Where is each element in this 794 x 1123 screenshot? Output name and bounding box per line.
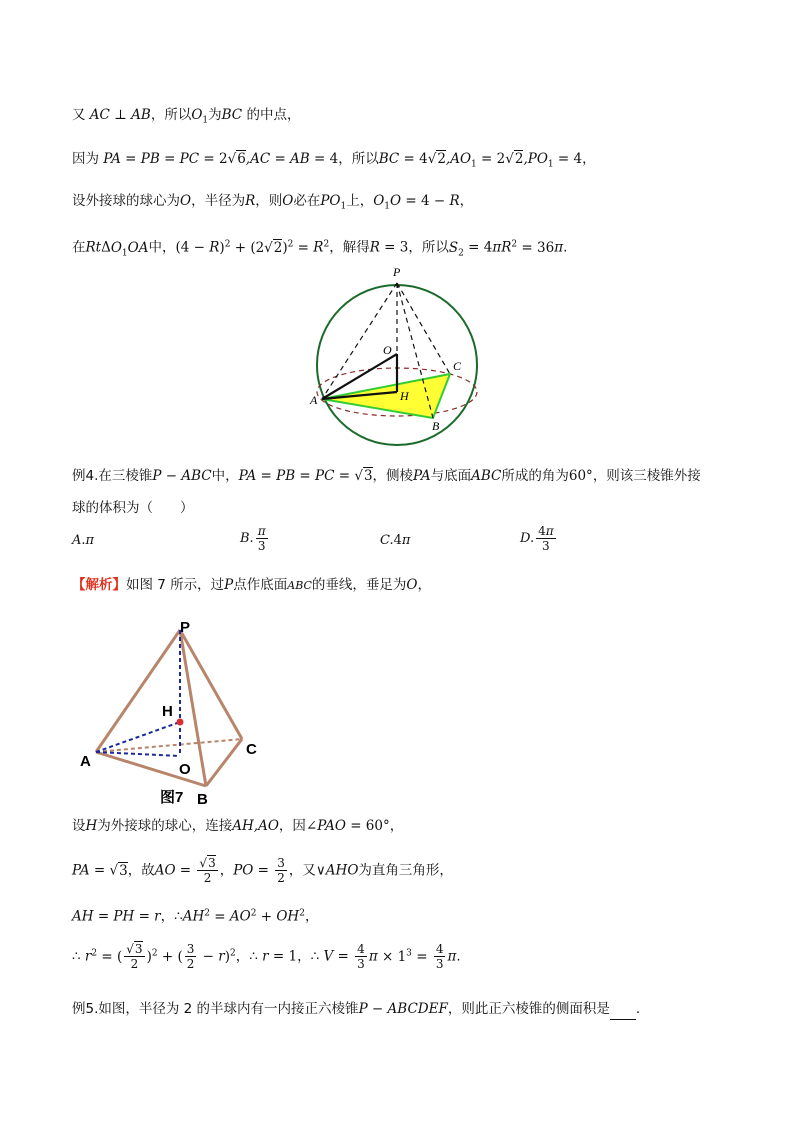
label-O: O [383,343,392,357]
label-H7: H [162,703,173,720]
solution-intro: 【解析】如图 7 所示，过P点作底面ABC的垂线，垂足为O， [72,577,431,593]
solution-step-4: ∴ $r^2$ = ( $\frac{√3}{2}$ )$^2$ + ( $\frac{3}{2}$ − r)$^2$，∴ r = 1，∴ V = $\frac{4}{3}$ $\pi \times 1^3$ = $\frac{4}{3}$ π. [72,942,461,971]
option-c[interactable]: C.4π [380,533,411,548]
label-B: B [432,419,440,433]
label-A7: A [80,753,91,770]
text-line-1: 又 AC ⊥ AB，所以$O_1$为BC 的中点， [72,107,301,126]
label-H: H [400,389,409,403]
example4-question-line2: 球的体积为（ ） [72,500,194,516]
hidden-edge-ac [96,739,242,752]
base-triangle [322,374,450,418]
example5-question: 例5.如图，半径为 2 的半球内有一内接正六棱锥P − ABCDEF，则此正六棱锥的侧面积是 . [72,998,640,1020]
label-P: P [393,265,401,279]
jiexi-label: 【解析】 [72,577,126,593]
solution-step-3: AH = PH = r，$\therefore AH^2 = AO^2 + OH^2$， [72,908,319,925]
option-d[interactable]: D. $\frac{4\pi}{3}$ [520,524,554,553]
text-line-2: 因为 PA = PB = PC = 2√6,AC = AB = 4，所以BC = $4√2,AO_1 = 2√2,PO_1 = 4$， [72,151,596,170]
label-O7: O [179,761,191,778]
label-C7: C [246,741,257,758]
solution-step-2: PA = √3，故AO = $\frac{√3}{2}$ ，PO = $\frac{3}{2}$ ，又∨AHO为直角三角形， [72,856,453,885]
text-line-4: 在RtΔO$_1$OA中，$(4 - R)^2 + (2√2)^2 = R^2$，解得R = 3，所以$S_2 = 4\pi R^2 = 36\pi$. [72,239,568,259]
label-B7: B [197,791,208,808]
answer-blank[interactable] [610,1005,636,1020]
option-a[interactable]: A.π [72,533,95,548]
text-line-3: 设外接球的球心为O，半径为R，则O必在$PO_1$上，$O_1O = 4 - R$， [72,193,474,212]
label-A: A [310,393,318,407]
figure-7-pyramid [72,612,282,812]
option-b[interactable]: B. $\frac{\pi}{3}$ [240,524,266,553]
label-P7: P [180,619,191,636]
point-H [177,719,184,726]
example4-question: 例4.在三棱锥P − ABC中，PA = PB = PC = √3，侧棱PA与底面ABC所成的角为60°，则该三棱锥外接 [72,468,701,484]
label-C: C [453,359,462,373]
solution-step-1: 设H为外接球的球心，连接AH,AO，因∠PAO = 60°， [72,818,404,834]
figure-sphere-pyramid [300,262,500,452]
figure-7-caption: 图7 [160,789,184,806]
